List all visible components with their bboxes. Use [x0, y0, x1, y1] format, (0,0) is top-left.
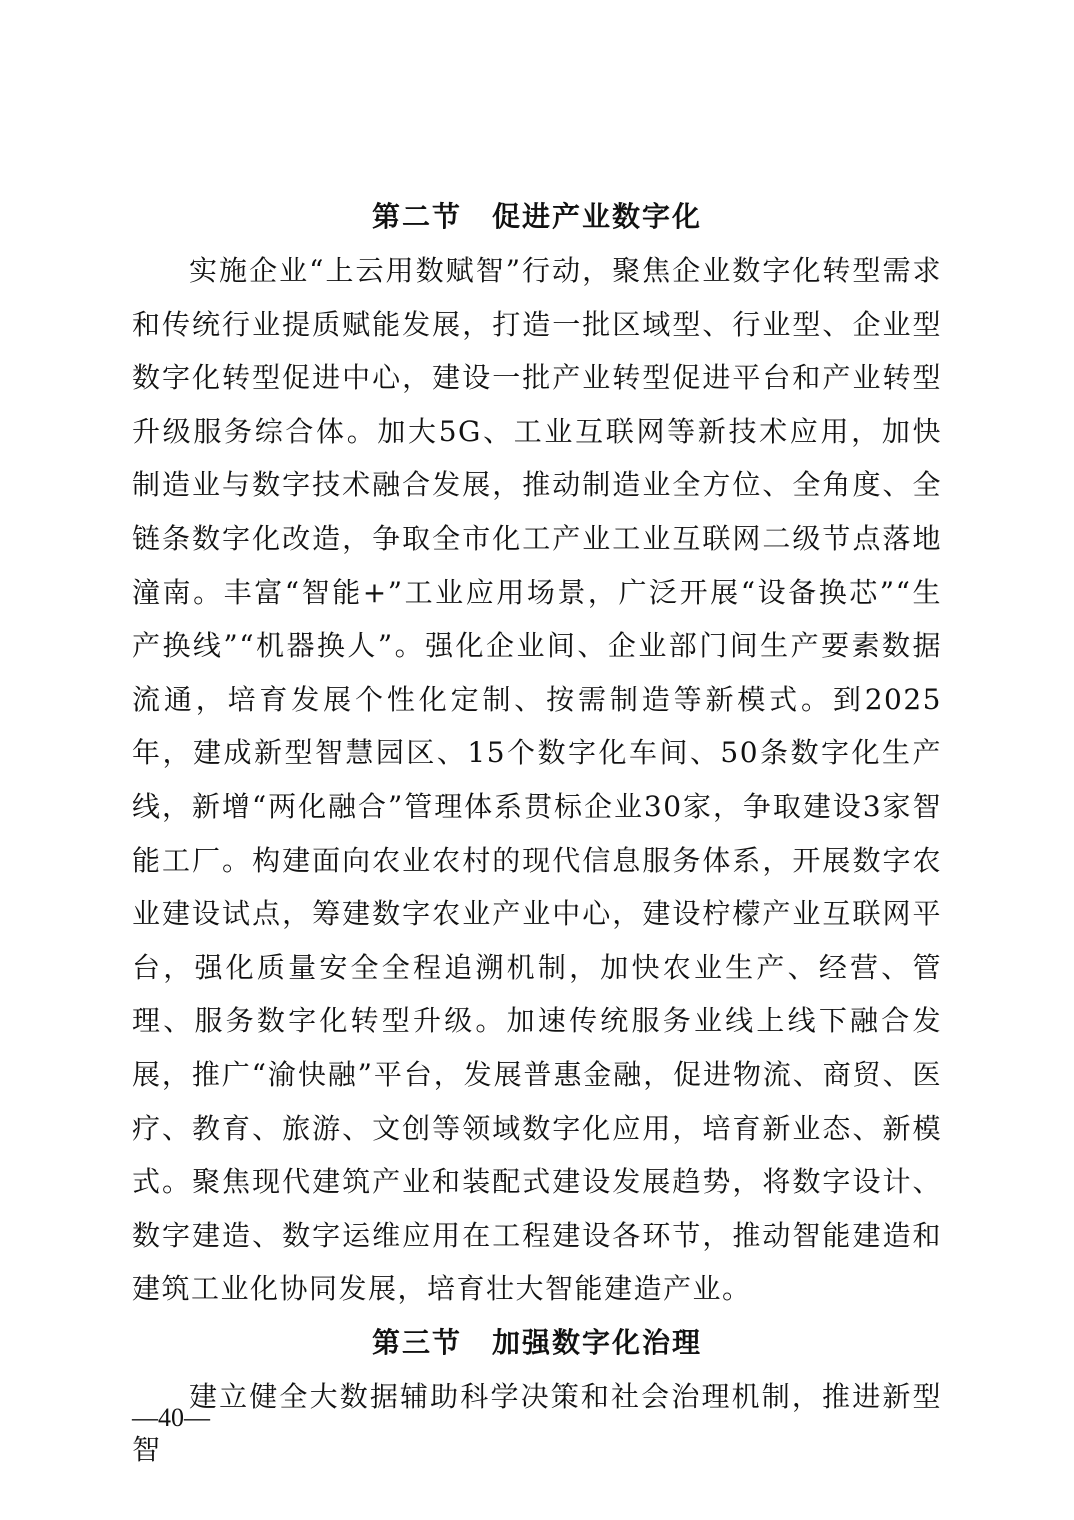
section-heading-2: 第二节 促进产业数字化	[371, 200, 702, 233]
section-2-paragraph: 实施企业“上云用数赋智”行动，聚焦企业数字化转型需求和传统行业提质赋能发展，打造一批区域型、行业型、企业型数字化转型促进中心，建设一批产业转型促进平台和产业转型升级服务综合体。加大5G、工业互联网等新技术应用，加快制造业与数字技术融合发展，推动制造业全方位、全角度、全链条数字化改造，争取全市化工产业工业互联网二级节点落地潼南。丰富“智能+”工业应用场景，广泛开展“设备换芯”“生产换线”“机器换人”。强化企业间、企业部门间生产要素数据流通，培育发展个性化定制、按需制造等新模式。到2025年，建成新型智慧园区、15个数字化车间、50条数字化生产线，新增“两化融合”管理体系贯标企业30家，争取建设3家智能工厂。构建面向农业农村的现代信息服务体系，开展数字农业建设试点，筹建数字农业产业中心，建设柠檬产业互联网平台，强化质量安全全程追溯机制，加快农业生产、经营、管理、服务数字化转型升级。加速传统服务业线上线下融合发展，推广“渝快融”平台，发展普惠金融，促进物流、商贸、医疗、教育、旅游、文创等领域数字化应用，培育新业态、新模式。聚焦现代建筑产业和装配式建设发展趋势，将数字设计、数字建造、数字运维应用在工程建设各环节，推动智能建造和建筑工业化协同发展，培育壮大智能建造产业。	[132, 254, 942, 1306]
section-3-paragraph: 建立健全大数据辅助科学决策和社会治理机制，推进新型智	[132, 1379, 942, 1467]
document-page	[132, 190, 942, 1477]
section-heading-3: 第三节 加强数字化治理	[371, 1325, 702, 1359]
page-number: —40—	[132, 1403, 210, 1432]
